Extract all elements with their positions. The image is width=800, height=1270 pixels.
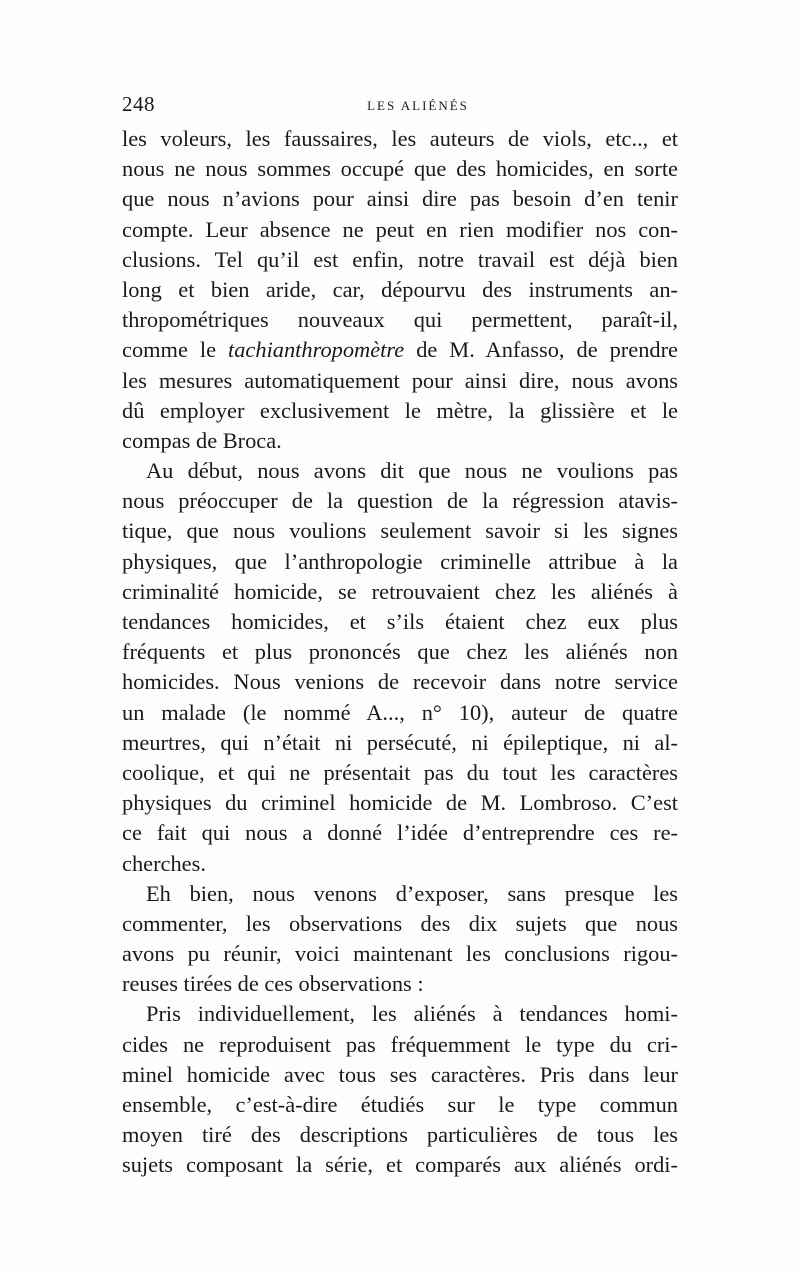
text-line: cides ne reproduisent pas fréquemment le type du cri- bbox=[122, 1031, 678, 1057]
italic-term: tachianthropomètre bbox=[228, 337, 405, 363]
text-line: commenter, les observations des dix sujets que nous bbox=[122, 910, 678, 936]
text-line: que nous n’avions pour ainsi dire pas besoin d’en tenir bbox=[122, 186, 678, 212]
text-line: clusions. Tel qu’il est enfin, notre travail est déjà bien bbox=[122, 246, 678, 272]
running-head bbox=[122, 92, 678, 122]
text-line: cherches. bbox=[122, 850, 206, 876]
text-line: long et bien aride, car, dépourvu des instruments an- bbox=[122, 276, 678, 302]
text-line: Eh bien, nous venons d’exposer, sans presque les bbox=[146, 880, 678, 906]
text-line: minel homicide avec tous ses caractères. Pris dans leur bbox=[122, 1061, 678, 1087]
text-line: compas de Broca. bbox=[122, 427, 282, 453]
text-line: fréquents et plus prononcés que chez les aliénés non bbox=[122, 639, 678, 665]
text-line: compte. Leur absence ne peut en rien modifier nos con- bbox=[122, 216, 678, 242]
text-line: ce fait qui nous a donné l’idée d’entreprendre ces re- bbox=[122, 820, 678, 846]
text-line: physiques du criminel homicide de M. Lombroso. C’est bbox=[122, 790, 678, 816]
body-text bbox=[122, 124, 678, 1181]
running-title: LES ALIÉNÉS bbox=[367, 98, 469, 113]
text-line: Au début, nous avons dit que nous ne voulions pas bbox=[146, 458, 678, 484]
text-line: sujets composant la série, et comparés aux aliénés ordi- bbox=[122, 1152, 678, 1178]
text-line: les voleurs, les faussaires, les auteurs de viols, etc.., et bbox=[122, 126, 678, 151]
text-line: meurtres, qui n’était ni persécuté, ni épileptique, ni al- bbox=[122, 729, 678, 755]
text-line: physiques, que l’anthropologie criminelle attribue à la bbox=[122, 548, 678, 574]
text-line: nous ne nous sommes occupé que des homicides, en sorte bbox=[122, 156, 678, 182]
text-line: les mesures automatiquement pour ainsi dire, nous avons bbox=[122, 367, 678, 393]
text-line: tendances homicides, et s’ils étaient chez eux plus bbox=[122, 609, 678, 634]
text-line: moyen tiré des descriptions particulières de tous les bbox=[122, 1122, 678, 1148]
text-line: Pris individuellement, les aliénés à tendances homi- bbox=[146, 1001, 678, 1027]
text-line: un malade (le nommé A..., n° 10), auteur de quatre bbox=[122, 699, 678, 725]
text-line: dû employer exclusivement le mètre, la glissière et le bbox=[122, 397, 678, 423]
text-line: thropométriques nouveaux qui permettent, paraît-il, bbox=[122, 307, 678, 333]
text-line: avons pu réunir, voici maintenant les conclusions rigou- bbox=[122, 941, 678, 967]
text-line: coolique, et qui ne présentait pas du tout les caractères bbox=[122, 759, 678, 785]
text-fragment: de M. Anfasso, de prendre bbox=[404, 337, 678, 363]
text-line: nous préoccuper de la question de la régression atavis- bbox=[122, 488, 678, 514]
text-line: tique, que nous voulions seulement savoir si les signes bbox=[122, 518, 678, 544]
text-line-with-italic bbox=[122, 335, 678, 365]
text-line: ensemble, c’est-à-dire étudiés sur le type commun bbox=[122, 1092, 678, 1117]
text-line: reuses tirées de ces observations : bbox=[122, 971, 424, 997]
page-number: 248 bbox=[122, 92, 155, 116]
text-line: criminalité homicide, se retrouvaient chez les aliénés à bbox=[122, 578, 678, 604]
text-line: homicides. Nous venions de recevoir dans notre service bbox=[122, 669, 678, 695]
text-fragment: comme le bbox=[122, 337, 229, 363]
